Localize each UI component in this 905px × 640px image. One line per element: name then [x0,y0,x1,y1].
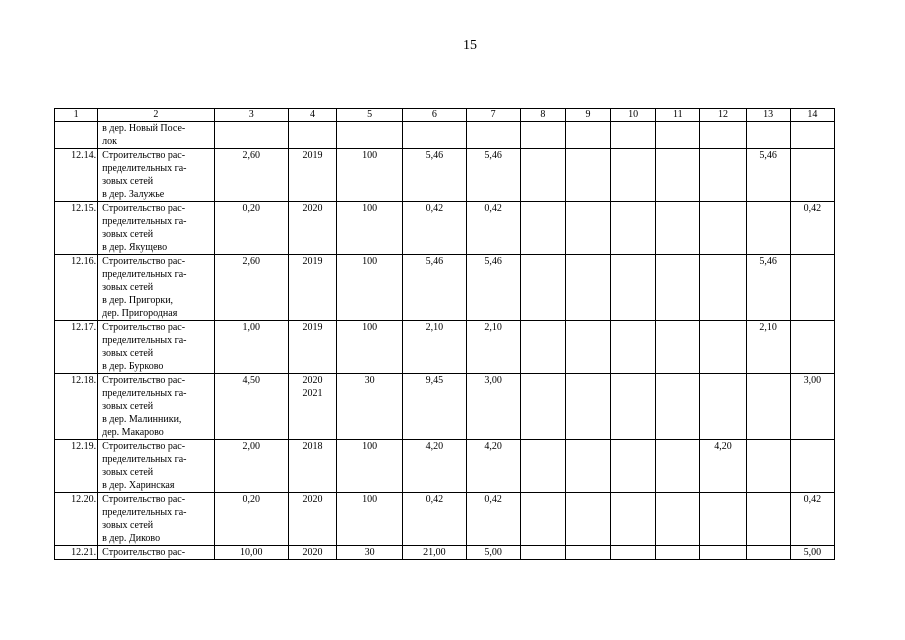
description-cell: Строительство рас- пределительных га- зовых сетей в дер. Залужье [98,149,214,202]
value-cell-12 [700,321,746,374]
value-cell-12 [700,546,746,560]
value-cell-3: 0,20 [214,202,288,255]
row-number-cell: 12.14. [55,149,98,202]
description-cell: Строительство рас- пределительных га- зовых сетей в дер. Харинская [98,440,214,493]
table-row [55,202,835,255]
description-cell: в дер. Новый Посе- лок [98,122,214,149]
column-header-7: 7 [466,109,520,122]
row-number-cell: 12.17. [55,321,98,374]
value-cell-6: 2,10 [403,321,466,374]
value-cell-11 [656,374,700,440]
value-cell-5: 100 [337,202,403,255]
value-cell-8 [520,255,565,321]
value-cell-11 [656,440,700,493]
value-cell-12 [700,374,746,440]
column-header-9: 9 [565,109,610,122]
value-cell-8 [520,374,565,440]
value-cell-11 [656,202,700,255]
value-cell-7: 2,10 [466,321,520,374]
row-number-cell: 12.21. [55,546,98,560]
row-number-cell: 12.18. [55,374,98,440]
value-cell-14: 0,42 [790,493,834,546]
column-header-5: 5 [337,109,403,122]
column-header-3: 3 [214,109,288,122]
header-row [55,109,835,122]
description-cell: Строительство рас- [98,546,214,560]
value-cell-11 [656,255,700,321]
description-cell: Строительство рас- пределительных га- зовых сетей в дер. Якущево [98,202,214,255]
value-cell-14 [790,255,834,321]
table-row [55,255,835,321]
description-cell: Строительство рас- пределительных га- зовых сетей в дер. Пригорки, дер. Пригородная [98,255,214,321]
value-cell-6: 0,42 [403,202,466,255]
value-cell-9 [565,374,610,440]
description-cell: Строительство рас- пределительных га- зовых сетей в дер. Малинники, дер. Макарово [98,374,214,440]
value-cell-10 [611,493,656,546]
value-cell-10 [611,149,656,202]
value-cell-7: 4,20 [466,440,520,493]
table-row [55,122,835,149]
column-header-6: 6 [403,109,466,122]
column-header-14: 14 [790,109,834,122]
column-header-1: 1 [55,109,98,122]
value-cell-7: 3,00 [466,374,520,440]
value-cell-8 [520,321,565,374]
value-cell-12 [700,202,746,255]
program-table [54,108,835,560]
value-cell-5: 30 [337,546,403,560]
value-cell-14: 5,00 [790,546,834,560]
column-header-13: 13 [746,109,790,122]
table-row [55,321,835,374]
value-cell-8 [520,440,565,493]
row-number-cell: 12.15. [55,202,98,255]
value-cell-13: 5,46 [746,255,790,321]
value-cell-13 [746,546,790,560]
value-cell-14: 0,42 [790,202,834,255]
value-cell-5: 30 [337,374,403,440]
value-cell-6: 0,42 [403,493,466,546]
value-cell-7: 5,46 [466,149,520,202]
value-cell-13: 5,46 [746,149,790,202]
value-cell-12 [700,149,746,202]
value-cell-5: 100 [337,321,403,374]
value-cell-4: 2020 [288,202,336,255]
value-cell-5: 100 [337,493,403,546]
value-cell-3: 2,60 [214,149,288,202]
value-cell-6: 4,20 [403,440,466,493]
table-row [55,149,835,202]
value-cell-7: 5,46 [466,255,520,321]
table-row [55,440,835,493]
table-row [55,546,835,560]
value-cell-4: 2019 [288,255,336,321]
value-cell-10 [611,202,656,255]
description-cell: Строительство рас- пределительных га- зовых сетей в дер. Диково [98,493,214,546]
value-cell-12 [700,122,746,149]
value-cell-10 [611,374,656,440]
value-cell-10 [611,321,656,374]
value-cell-13: 2,10 [746,321,790,374]
value-cell-3: 2,60 [214,255,288,321]
value-cell-10 [611,255,656,321]
value-cell-9 [565,149,610,202]
value-cell-7 [466,122,520,149]
table-row [55,493,835,546]
value-cell-11 [656,321,700,374]
value-cell-13 [746,122,790,149]
value-cell-5 [337,122,403,149]
value-cell-14 [790,321,834,374]
value-cell-4: 2020 [288,493,336,546]
value-cell-11 [656,149,700,202]
value-cell-9 [565,122,610,149]
value-cell-3: 4,50 [214,374,288,440]
column-header-4: 4 [288,109,336,122]
value-cell-6: 21,00 [403,546,466,560]
table-row [55,374,835,440]
value-cell-8 [520,122,565,149]
value-cell-9 [565,202,610,255]
value-cell-14 [790,122,834,149]
value-cell-3: 0,20 [214,493,288,546]
value-cell-14 [790,149,834,202]
value-cell-9 [565,546,610,560]
value-cell-4: 2019 [288,321,336,374]
value-cell-13 [746,493,790,546]
page-number: 15 [463,38,477,53]
row-number-cell: 12.19. [55,440,98,493]
value-cell-11 [656,493,700,546]
value-cell-11 [656,546,700,560]
value-cell-5: 100 [337,255,403,321]
value-cell-8 [520,493,565,546]
value-cell-6: 9,45 [403,374,466,440]
value-cell-13 [746,440,790,493]
column-header-2: 2 [98,109,214,122]
value-cell-14: 3,00 [790,374,834,440]
value-cell-12: 4,20 [700,440,746,493]
value-cell-9 [565,493,610,546]
column-header-10: 10 [611,109,656,122]
value-cell-9 [565,255,610,321]
column-header-12: 12 [700,109,746,122]
description-cell: Строительство рас- пределительных га- зовых сетей в дер. Бурково [98,321,214,374]
value-cell-11 [656,122,700,149]
value-cell-12 [700,255,746,321]
value-cell-10 [611,546,656,560]
row-number-cell: 12.16. [55,255,98,321]
column-header-11: 11 [656,109,700,122]
value-cell-7: 0,42 [466,202,520,255]
value-cell-10 [611,122,656,149]
value-cell-8 [520,202,565,255]
value-cell-4: 2019 [288,149,336,202]
value-cell-9 [565,321,610,374]
value-cell-8 [520,149,565,202]
value-cell-5: 100 [337,440,403,493]
value-cell-6 [403,122,466,149]
value-cell-12 [700,493,746,546]
value-cell-4 [288,122,336,149]
value-cell-13 [746,202,790,255]
value-cell-6: 5,46 [403,149,466,202]
row-number-cell: 12.20. [55,493,98,546]
value-cell-3: 1,00 [214,321,288,374]
value-cell-3 [214,122,288,149]
column-header-8: 8 [520,109,565,122]
value-cell-14 [790,440,834,493]
value-cell-10 [611,440,656,493]
value-cell-3: 2,00 [214,440,288,493]
value-cell-7: 0,42 [466,493,520,546]
value-cell-5: 100 [337,149,403,202]
value-cell-4: 2018 [288,440,336,493]
row-number-cell [55,122,98,149]
value-cell-6: 5,46 [403,255,466,321]
value-cell-4: 2020 [288,546,336,560]
value-cell-9 [565,440,610,493]
value-cell-7: 5,00 [466,546,520,560]
value-cell-4: 2020 2021 [288,374,336,440]
value-cell-3: 10,00 [214,546,288,560]
value-cell-13 [746,374,790,440]
value-cell-8 [520,546,565,560]
